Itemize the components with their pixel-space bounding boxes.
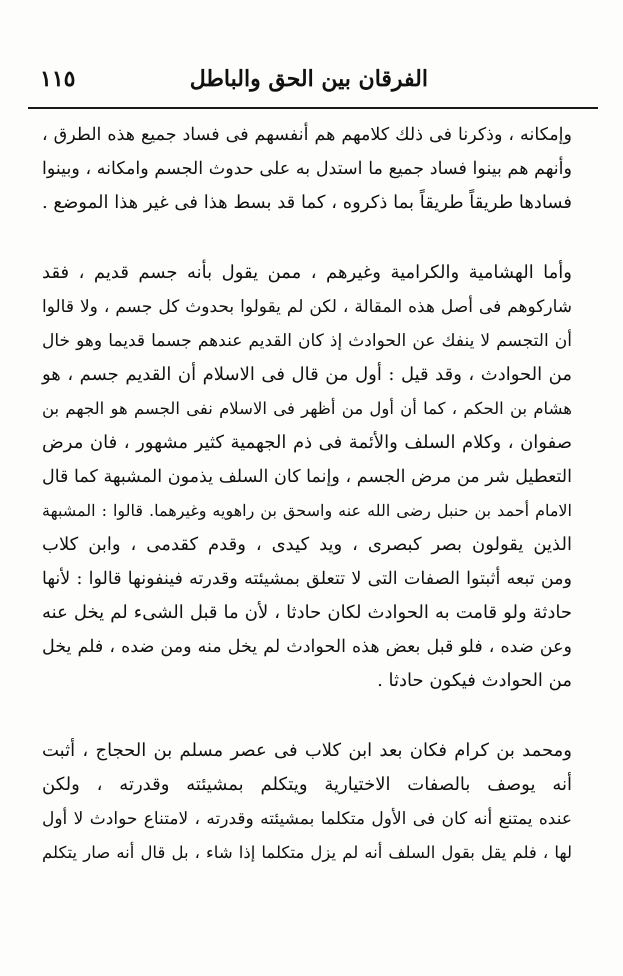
text-line: من الحوادث فيكون حادثا . <box>377 670 572 691</box>
text-line: فسادها طريقاً طريقاً بما ذكروه ، كما قد بسط هذا فى غير هذا الموضع . <box>41 192 572 213</box>
paragraph-gap <box>42 220 572 256</box>
text-line: ومن تبعه أثبتوا الصفات التى لا تتعلق بمشيئته وقدرته فينفونها قالوا : لأنها <box>42 569 572 589</box>
text-line: وعن ضده ، فلو قبل بعض هذه الحوادث لم يخل منه ومن ضده ، فلم يخل <box>42 637 572 657</box>
page-header <box>28 62 598 102</box>
text-line: صفوان ، وكلام السلف والأئمة فى ذم الجهمية كثير مشهور ، فان مرض <box>42 432 572 453</box>
text-line: وأنهم هم بينوا فساد جميع ما استدل به على حدوث الجسم وامكانه ، وبينوا <box>42 159 572 179</box>
text-line: هشام بن الحكم ، كما أن أول من أظهر فى الاسلام نفى الجسم هو الجهم بن <box>42 399 572 418</box>
paragraph-3 <box>42 734 572 870</box>
paragraph-1 <box>42 118 572 220</box>
text-line: ومحمد بن كرام فكان بعد ابن كلاب فى عصر مسلم بن الحجاج ، أثبت <box>42 740 572 761</box>
text-line: الامام أحمد بن حنبل رضى الله عنه واسحق بن راهويه وغيرهما. قالوا : المشبهة <box>42 501 572 520</box>
paragraph-gap <box>42 698 572 734</box>
text-line: وأما الهشامية والكرامية وغيرهم ، ممن يقول بأنه جسم قديم ، فقد <box>42 262 572 283</box>
text-line: أن التجسم لا ينفك عن الحوادث إذ كان القديم عندهم جسما قديما وهو خال <box>42 331 572 351</box>
page-number: ١١٥ <box>40 66 76 92</box>
running-title: الفرقان بين الحق والباطل <box>189 66 428 92</box>
text-line: لها ، فلم يقل بقول السلف أنه لم يزل متكلما إذا شاء ، بل قال أنه صار يتكلم <box>42 843 572 862</box>
text-line: من الحوادث ، وقد قيل : أول من قال فى الاسلام أن القديم جسم ، هو <box>42 364 572 385</box>
text-line: وإمكانه ، وذكرنا فى ذلك كلامهم هم أنفسهم فى فساد جميع هذه الطرق ، <box>42 125 572 145</box>
text-line: التعطيل شر من مرض الجسم ، وإنما كان السلف يذمون المشبهة كما قال <box>42 467 572 487</box>
text-line: الذين يقولون بصر كبصرى ، ويد كيدى ، وقدم كقدمى ، وابن كلاب <box>42 534 572 555</box>
header-rule <box>28 107 598 109</box>
text-line: عنده يمتنع أنه كان فى الأول متكلما بمشيئته وقدرته ، لامتناع حوادث لا أول <box>42 809 572 829</box>
text-line: شاركوهم فى أصل هذه المقالة ، لكن لم يقولوا بحدوث كل جسم ، ولا قالوا <box>42 297 572 317</box>
paragraph-2 <box>42 256 572 698</box>
text-line: حادثة ولو قامت به الحوادث لكان حادثا ، لأن ما قبل الشىء لم يخل عنه <box>42 602 572 623</box>
text-line: أنه يوصف بالصفات الاختيارية ويتكلم بمشيئته وقدرته ، ولكن <box>42 774 572 795</box>
body-text <box>42 118 572 870</box>
